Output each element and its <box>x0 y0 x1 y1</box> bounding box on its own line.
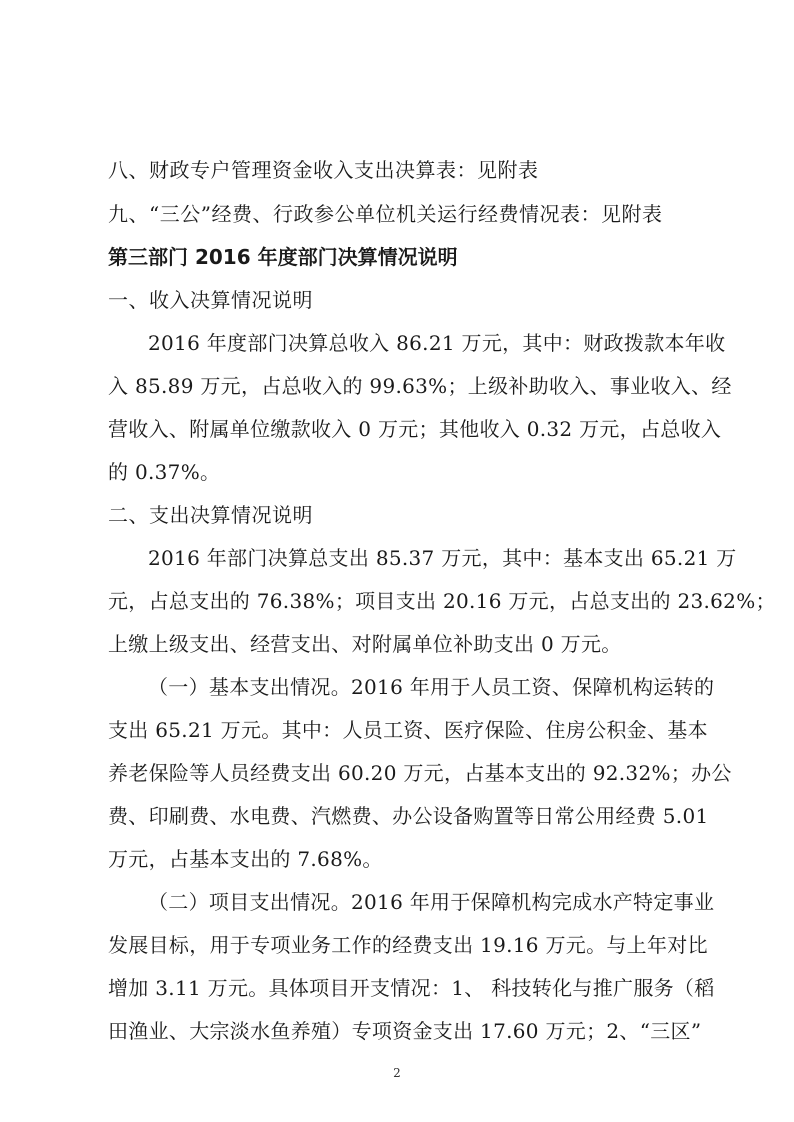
basic-line-2: 支出 65.21 万元。其中：人员工资、医疗保险、住房公积金、基本 <box>108 718 708 742</box>
project-line-3: 增加 3.11 万元。具体项目开支情况：1、 科技转化与推广服务（稻 <box>108 976 715 1000</box>
expense-line-2: 元，占总支出的 76.38%；项目支出 20.16 万元，占总支出的 23.62%； <box>108 589 776 613</box>
item-8-text: 八、财政专户管理资金收入支出决算表：见附表 <box>108 158 539 182</box>
item-9-text: 九、“三公”经费、行政参公单位机关运行经费情况表：见附表 <box>108 202 663 226</box>
expense-line-3: 上缴上级支出、经营支出、对附属单位补助支出 0 万元。 <box>108 632 622 656</box>
expense-line-1: 2016 年部门决算总支出 85.37 万元，其中：基本支出 65.21 万 <box>148 546 737 570</box>
income-line-2: 入 85.89 万元，占总收入的 99.63%；上级补助收入、事业收入、经 <box>108 374 732 398</box>
basic-line-1: （一）基本支出情况。2016 年用于人员工资、保障机构运转的 <box>148 675 715 699</box>
project-line-4: 田渔业、大宗淡水鱼养殖）专项资金支出 17.60 万元；2、“三区” <box>108 1019 702 1043</box>
project-line-2: 发展目标，用于专项业务工作的经费支出 19.16 万元。与上年对比 <box>108 933 708 957</box>
page-number: 2 <box>393 1066 401 1080</box>
income-line-3: 营收入、附属单位缴款收入 0 万元；其他收入 0.32 万元，占总收入 <box>108 417 722 441</box>
income-line-1: 2016 年度部门决算总收入 86.21 万元，其中：财政拨款本年收 <box>148 331 726 355</box>
income-line-4: 的 0.37%。 <box>108 460 221 484</box>
basic-line-4: 费、印刷费、水电费、汽燃费、办公设备购置等日常公用经费 5.01 <box>108 804 709 828</box>
basic-line-3: 养老保险等人员经费支出 60.20 万元，占基本支出的 92.32%；办公 <box>108 761 732 785</box>
basic-line-5: 万元，占基本支出的 7.68%。 <box>108 847 383 871</box>
expense-section-title: 二、支出决算情况说明 <box>108 503 313 527</box>
part3-heading: 第三部门 2016 年度部门决算情况说明 <box>108 245 458 269</box>
project-line-1: （二）项目支出情况。2016 年用于保障机构完成水产特定事业 <box>148 890 715 914</box>
income-section-title: 一、收入决算情况说明 <box>108 288 313 312</box>
